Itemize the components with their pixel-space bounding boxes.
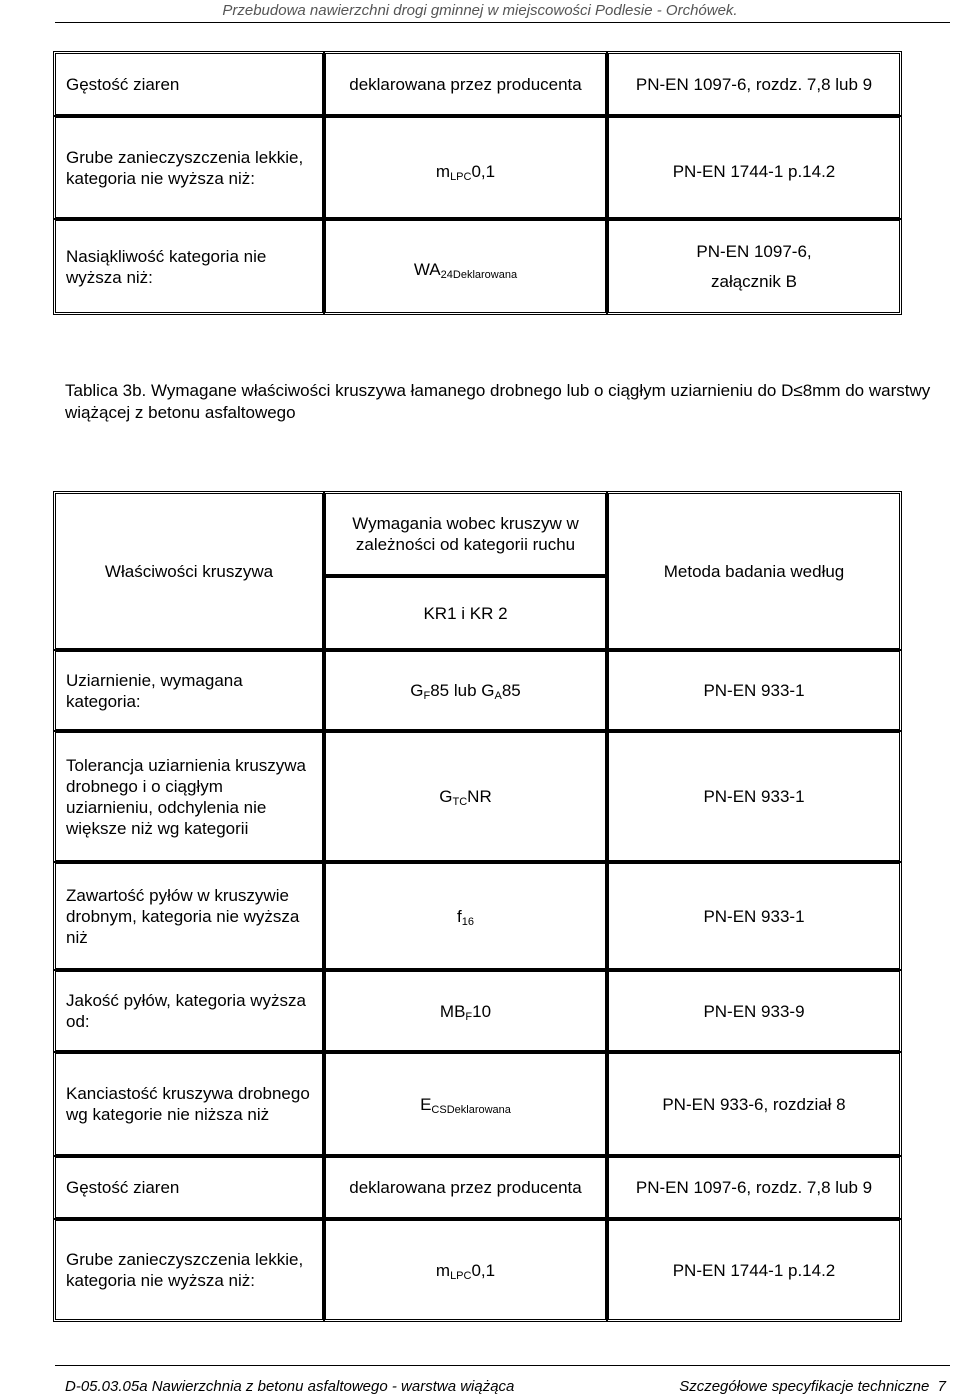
table-b-header-properties: Właściwości kruszywa — [53, 491, 325, 651]
table-b-header-traffic-category: KR1 i KR 2 — [323, 575, 608, 651]
footer-page-label: Szczegółowe specyfikacje techniczne 7 — [679, 1378, 946, 1395]
table-b-row3-value: $f_{16}$ — [323, 861, 608, 971]
table-a-row3-method: PN-EN 1097-6, załącznik B — [606, 218, 902, 315]
table-a-row2-property: Grube zanieczyszczenia lekkie, kategoria nie wyższa niż: — [53, 115, 325, 220]
table-b-row1-value: $G_F85$ lub $G_A85$ — [323, 649, 608, 732]
table-b-row7-property: Grube zanieczyszczenia lekkie, kategoria nie wyższa niż: — [53, 1218, 325, 1322]
table-b-row2-property: Tolerancja uziarnienia kruszywa drobnego i o ciągłym uziarnieniu, odchylenia nie większe niż wg kategorii — [53, 730, 325, 863]
table-a-row3-value: $WA_{24Deklarowana}$ — [323, 218, 608, 315]
footer-document-code: D-05.03.05a Nawierzchnia z betonu asfaltowego - warstwa wiążąca — [65, 1378, 515, 1395]
table-b-row7-method: PN-EN 1744-1 p.14.2 — [606, 1218, 902, 1322]
table-b-row3-method: PN-EN 933-1 — [606, 861, 902, 971]
table-b-row6-method: PN-EN 1097-6, rozdz. 7,8 lub 9 — [606, 1155, 902, 1220]
table-b-row3-property: Zawartość pyłów w kruszywie drobnym, kategoria nie wyższa niż — [53, 861, 325, 971]
table-b-row5-method: PN-EN 933-6, rozdział 8 — [606, 1051, 902, 1157]
table-a-row3-property: Nasiąkliwość kategoria nie wyższa niż: — [53, 218, 325, 315]
table-a-row1-value: deklarowana przez producenta — [323, 51, 608, 117]
table-b-row4-property: Jakość pyłów, kategoria wyższa od: — [53, 969, 325, 1053]
table-caption: Tablica 3b. Wymagane właściwości kruszywa łamanego drobnego lub o ciągłym uziarnieniu do D≤8mm do warstwy wiążącej z betonu asfaltowego — [65, 381, 931, 422]
table-b-row5-property: Kanciastość kruszywa drobnego wg kategorie nie niższa niż — [53, 1051, 325, 1157]
header-rule — [55, 22, 950, 23]
table-b-row6-property: Gęstość ziaren — [53, 1155, 325, 1220]
table-b-row6-value: deklarowana przez producenta — [323, 1155, 608, 1220]
page-header: Przebudowa nawierzchni drogi gminnej w miejscowości Podlesie - Orchówek. — [222, 2, 738, 19]
table-b-row1-method: PN-EN 933-1 — [606, 649, 902, 732]
table-a-row2-value: $m_{LPC}0,1$ — [323, 115, 608, 220]
table-b-row2-value: $G_{TC}NR$ — [323, 730, 608, 863]
table-b-row4-method: PN-EN 933-9 — [606, 969, 902, 1053]
table-a-row1-property: Gęstość ziaren — [53, 51, 325, 117]
table-b-header-method: Metoda badania według — [606, 491, 902, 651]
table-b-row1-property: Uziarnienie, wymagana kategoria: — [53, 649, 325, 732]
table-b-header-requirements: Wymagania wobec kruszyw w zależności od kategorii ruchu — [323, 491, 608, 577]
table-b-row5-value: $E_{CSDeklarowana}$ — [323, 1051, 608, 1157]
footer-rule — [55, 1365, 950, 1366]
table-a-row2-method: PN-EN 1744-1 p.14.2 — [606, 115, 902, 220]
table-b-row2-method: PN-EN 933-1 — [606, 730, 902, 863]
table-b-row7-value: $m_{LPC}0,1$ — [323, 1218, 608, 1322]
table-b-row4-value: $MB_F10$ — [323, 969, 608, 1053]
table-a-row1-method: PN-EN 1097-6, rozdz. 7,8 lub 9 — [606, 51, 902, 117]
